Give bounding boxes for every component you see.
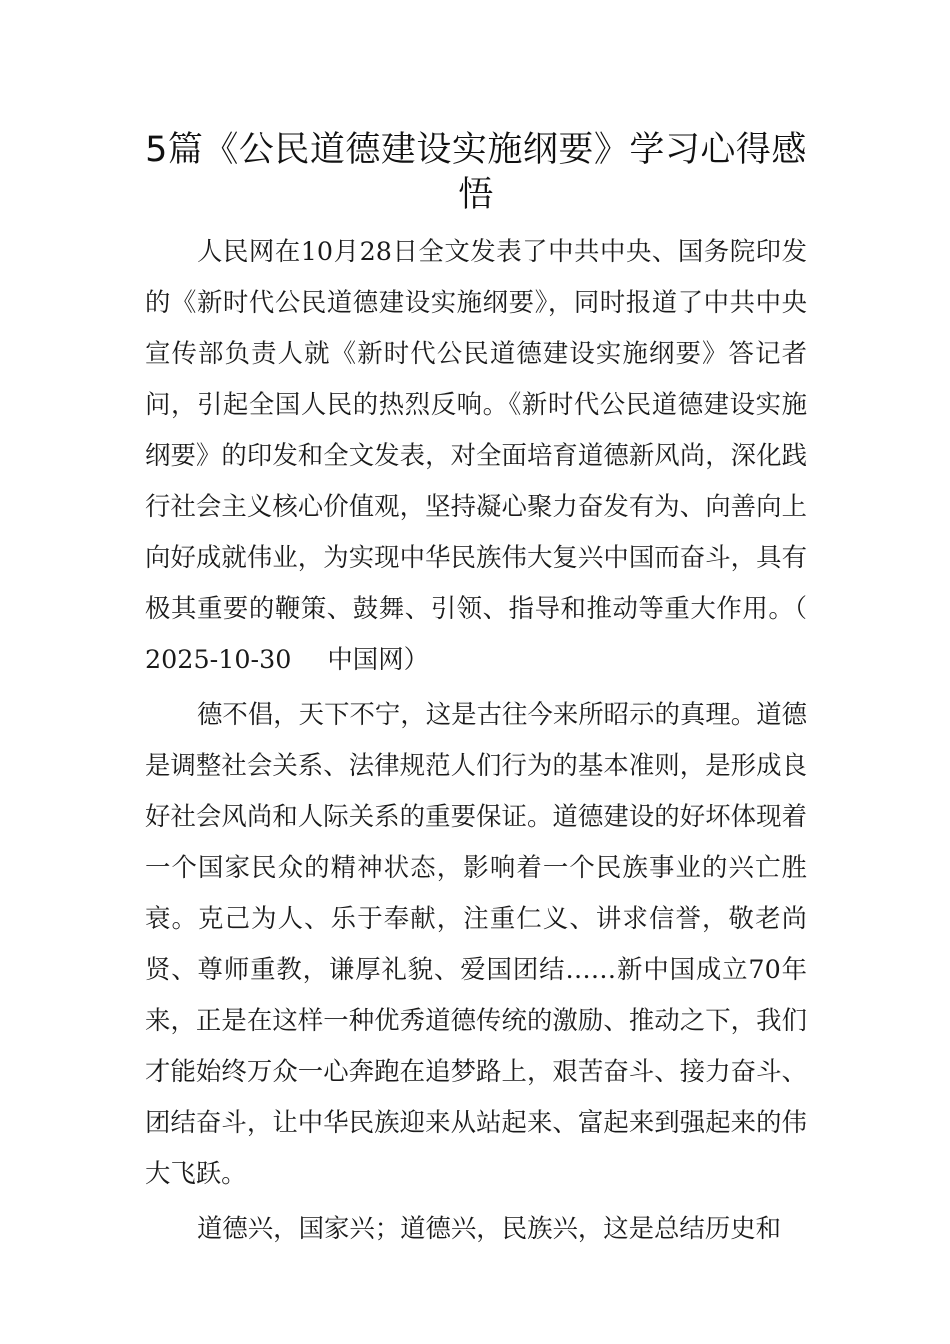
paragraph-1-text: 人民网在10月28日全文发表了中共中央、国务院印发的《新时代公民道德建设实施纲要》，同时报道了中共中央宣传部负责人就《新时代公民道德建设实施纲要》答记者问，引起全国人民的热烈反响。《新时代公民道德建设实施纲要》的印发和全文发表，对全面培育道德新风尚，深化践行社会主义核心价值观，坚持凝心聚力奋发有为、向善向上向好成就伟业，为实现中华民族伟大复兴中国而奋斗，具有极其重要的鞭策、鼓舞、引领、指导和推动等重大作用。（: [145, 236, 807, 623]
paragraph-1: [145, 226, 807, 685]
paragraph-3: 道德兴，国家兴；道德兴，民族兴，这是总结历史和: [197, 1213, 781, 1243]
source-date: 2025-10-30: [145, 644, 292, 674]
document-title: 5篇《公民道德建设实施纲要》学习心得感悟: [145, 130, 807, 215]
source-name: 中国网）: [327, 644, 429, 674]
document-body: [145, 226, 807, 1254]
paragraph-2: 德不倡，天下不宁，这是古往今来所昭示的真理。道德是调整社会关系、法律规范人们行为的基本准则，是形成良好社会风尚和人际关系的重要保证。道德建设的好坏体现着一个国家民众的精神状态，影响着一个民族事业的兴亡胜衰。克己为人、乐于奉献，注重仁义、讲求信誉，敬老尚贤、尊师重教，谦厚礼貌、爱国团结……新中国成立70年来，正是在这样一种优秀道德传统的激励、推动之下，我们才能始终万众一心奔跑在追梦路上，艰苦奋斗、接力奋斗、团结奋斗，让中华民族迎来从站起来、富起来到强起来的伟大飞跃。: [145, 699, 807, 1188]
